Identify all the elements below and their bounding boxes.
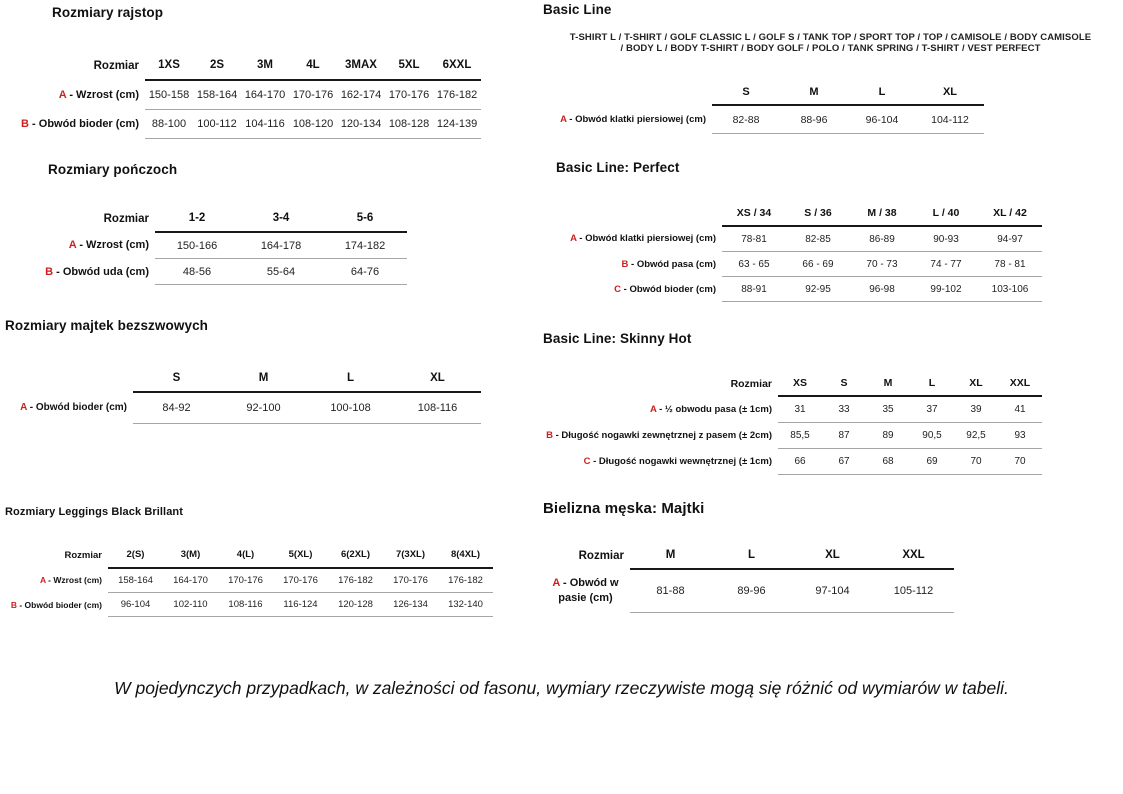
measure-letter: A <box>39 575 46 586</box>
value-cell: 176-182 <box>433 80 481 110</box>
row-label: A - Wzrost (cm) <box>58 88 139 101</box>
section-title-skinny-hot: Basic Line: Skinny Hot <box>543 331 692 346</box>
value-cell: 96-104 <box>108 593 163 617</box>
value-cell: 116-124 <box>273 593 328 617</box>
column-header: 2(S) <box>108 542 163 568</box>
value-cell: 96-98 <box>850 277 914 302</box>
column-header: 5-6 <box>323 205 407 232</box>
value-cell: 158-164 <box>108 568 163 593</box>
size-table <box>532 201 1042 302</box>
column-header: XL <box>916 80 984 105</box>
value-cell: 170-176 <box>383 568 438 593</box>
header-row <box>5 51 481 80</box>
value-cell: 104-116 <box>241 110 289 139</box>
value-cell: 170-176 <box>273 568 328 593</box>
column-header: XL <box>792 542 873 569</box>
value-cell: 93 <box>998 423 1042 449</box>
value-cell: 96-104 <box>848 105 916 134</box>
section-bielizna-meska-majtki <box>543 500 954 613</box>
value-cell: 90,5 <box>910 423 954 449</box>
section-title-ponczoch: Rozmiary pończoch <box>48 162 178 177</box>
column-header: L <box>848 80 916 105</box>
value-cell: 70 - 73 <box>850 252 914 277</box>
value-cell: 41 <box>998 396 1042 423</box>
value-cell: 89 <box>866 423 910 449</box>
value-cell: 150-158 <box>145 80 193 110</box>
measure-letter: B <box>621 258 629 270</box>
row-label: A - Obwód klatki piersiowej (cm) <box>570 233 716 245</box>
column-header: XL <box>954 371 998 396</box>
column-header: 7(3XL) <box>383 542 438 568</box>
column-header: M / 38 <box>850 201 914 226</box>
value-cell: 162-174 <box>337 80 385 110</box>
value-cell: 108-116 <box>218 593 273 617</box>
value-cell: 33 <box>822 396 866 423</box>
value-cell: 100-108 <box>307 392 394 424</box>
column-header: S <box>712 80 780 105</box>
value-cell: 174-182 <box>323 232 407 259</box>
column-header: 1-2 <box>155 205 239 232</box>
table-row <box>532 277 1042 302</box>
section-basic-line-skinny-hot <box>543 331 1042 475</box>
row-label: B - Obwód uda (cm) <box>45 265 149 278</box>
basic-line-products-list: T-SHIRT L / T-SHIRT / GOLF CLASSIC L / GOLF S / TANK TOP / SPORT TOP / TOP / CAMISOLE / BODY CAMISOLE / BODY L / BODY T-SHIRT / BODY GOLF / POLO / TANK SPRING / T-SHIRT / VEST PERFECT <box>569 32 1092 54</box>
value-cell: 103-106 <box>978 277 1042 302</box>
row-label: B - Obwód bioder (cm) <box>21 118 139 130</box>
row-label: A - ½ obwodu pasa (± 1cm) <box>649 403 772 415</box>
section-rozmiary-majtek-bezszwowych <box>5 318 481 424</box>
measure-letter: B <box>21 118 29 130</box>
value-cell: 66 <box>778 449 822 475</box>
value-cell: 74 - 77 <box>914 252 978 277</box>
corner-label: Rozmiar <box>103 212 149 225</box>
value-cell: 88-96 <box>780 105 848 134</box>
table-row <box>530 105 984 134</box>
size-table <box>5 365 481 424</box>
header-row <box>27 205 407 232</box>
column-header: L <box>910 371 954 396</box>
column-header: 1XS <box>145 51 193 80</box>
row-label: B - Obwód bioder (cm) <box>10 599 102 610</box>
value-cell: 164-170 <box>241 80 289 110</box>
table-row <box>0 568 493 593</box>
header-row <box>532 201 1042 226</box>
size-table <box>530 80 984 134</box>
column-header: L <box>711 542 792 569</box>
value-cell: 176-182 <box>438 568 493 593</box>
corner-label <box>532 201 722 226</box>
value-cell: 92,5 <box>954 423 998 449</box>
value-cell: 70 <box>954 449 998 475</box>
table-row <box>27 232 407 259</box>
value-cell: 55-64 <box>239 259 323 285</box>
column-header: M <box>866 371 910 396</box>
row-label: A - Wzrost (cm) <box>39 575 102 586</box>
header-row <box>530 80 984 105</box>
column-header: XL / 42 <box>978 201 1042 226</box>
table-row <box>5 110 481 139</box>
value-cell: 104-112 <box>916 105 984 134</box>
value-cell: 92-95 <box>786 277 850 302</box>
value-cell: 105-112 <box>873 569 954 613</box>
measure-letter: A <box>68 239 77 252</box>
row-label: B - Długość nogawki zewnętrznej z pasem (± 2cm) <box>546 430 772 441</box>
size-table-leggings <box>0 542 493 617</box>
value-cell: 48-56 <box>155 259 239 285</box>
header-row <box>5 365 481 392</box>
column-header: XL <box>394 365 481 392</box>
row-label: A - Obwód w pasie (cm) <box>552 576 619 604</box>
header-row <box>0 542 493 568</box>
section-rozmiary-leggings <box>5 506 493 617</box>
size-table <box>27 205 407 285</box>
row-label: A - Obwód bioder (cm) <box>20 402 127 414</box>
row-label: A - Obwód klatki piersiowej (cm) <box>560 113 706 125</box>
value-cell: 70 <box>998 449 1042 475</box>
column-header: 5(XL) <box>273 542 328 568</box>
value-cell: 170-176 <box>289 80 337 110</box>
table-row <box>27 259 407 285</box>
section-title-rajstop: Rozmiary rajstop <box>52 5 164 20</box>
size-table-basic-line <box>530 80 1118 134</box>
column-header: L / 40 <box>914 201 978 226</box>
corner-label: Rozmiar <box>64 549 102 561</box>
value-cell: 126-134 <box>383 593 438 617</box>
table-row <box>532 226 1042 252</box>
size-table-majtek-bezszwowych <box>5 365 481 424</box>
value-cell: 81-88 <box>630 569 711 613</box>
value-cell: 92-100 <box>220 392 307 424</box>
value-cell: 99-102 <box>914 277 978 302</box>
measure-letter: C <box>614 283 621 295</box>
header-row <box>513 371 1042 396</box>
value-cell: 100-112 <box>193 110 241 139</box>
value-cell: 108-128 <box>385 110 433 139</box>
value-cell: 35 <box>866 396 910 423</box>
footer-disclaimer-note: W pojedynczych przypadkach, w zależności od fasonu, wymiary rzeczywiste mogą się różnić od wymiarów w tabeli. <box>114 678 1009 698</box>
column-header: XXL <box>998 371 1042 396</box>
value-cell: 170-176 <box>385 80 433 110</box>
value-cell: 31 <box>778 396 822 423</box>
column-header: S <box>133 365 220 392</box>
value-cell: 63 - 65 <box>722 252 786 277</box>
value-cell: 94-97 <box>978 226 1042 252</box>
measure-letter: A <box>570 233 577 245</box>
measure-letter: B <box>546 430 553 441</box>
value-cell: 37 <box>910 396 954 423</box>
table-row <box>5 80 481 110</box>
value-cell: 164-178 <box>239 232 323 259</box>
row-label: C - Obwód bioder (cm) <box>614 283 716 295</box>
value-cell: 164-170 <box>163 568 218 593</box>
size-table <box>5 51 481 139</box>
value-cell: 150-166 <box>155 232 239 259</box>
size-table-rajstop <box>5 51 481 139</box>
measure-letter: A <box>58 88 67 101</box>
value-cell: 85,5 <box>778 423 822 449</box>
header-row <box>545 542 954 569</box>
section-title-basic-line: Basic Line <box>543 2 612 17</box>
column-header: S / 36 <box>786 201 850 226</box>
value-cell: 68 <box>866 449 910 475</box>
measure-letter: B <box>10 599 17 610</box>
measure-letter: C <box>583 456 591 467</box>
column-header: 4L <box>289 51 337 80</box>
value-cell: 132-140 <box>438 593 493 617</box>
value-cell: 102-110 <box>163 593 218 617</box>
column-header: M <box>780 80 848 105</box>
size-table-skinny-hot <box>513 371 1042 475</box>
column-header: 5XL <box>385 51 433 80</box>
corner-label <box>5 365 133 392</box>
column-header: M <box>630 542 711 569</box>
measure-letter: A <box>20 402 27 414</box>
value-cell: 88-100 <box>145 110 193 139</box>
value-cell: 170-176 <box>218 568 273 593</box>
column-header: 6XXL <box>433 51 481 80</box>
row-label: C - Długość nogawki wewnętrznej (± 1cm) <box>583 456 772 467</box>
value-cell: 120-128 <box>328 593 383 617</box>
value-cell: 82-85 <box>786 226 850 252</box>
value-cell: 108-120 <box>289 110 337 139</box>
section-rozmiary-ponczoch <box>27 162 407 285</box>
column-header: XS / 34 <box>722 201 786 226</box>
value-cell: 67 <box>822 449 866 475</box>
value-cell: 108-116 <box>394 392 481 424</box>
value-cell: 69 <box>910 449 954 475</box>
column-header: S <box>822 371 866 396</box>
column-header: 3-4 <box>239 205 323 232</box>
value-cell: 78-81 <box>722 226 786 252</box>
value-cell: 158-164 <box>193 80 241 110</box>
size-table-perfect <box>532 201 1042 302</box>
value-cell: 97-104 <box>792 569 873 613</box>
value-cell: 87 <box>822 423 866 449</box>
column-header: 2S <box>193 51 241 80</box>
corner-label: Rozmiar <box>93 59 139 72</box>
value-cell: 64-76 <box>323 259 407 285</box>
column-header: XXL <box>873 542 954 569</box>
table-row <box>513 449 1042 475</box>
table-row <box>0 593 493 617</box>
measure-letter: A <box>560 113 567 125</box>
table-row <box>5 392 481 424</box>
column-header: 6(2XL) <box>328 542 383 568</box>
value-cell: 84-92 <box>133 392 220 424</box>
column-header: 3MAX <box>337 51 385 80</box>
row-label: B - Obwód pasa (cm) <box>621 258 716 270</box>
value-cell: 88-91 <box>722 277 786 302</box>
table-row <box>532 252 1042 277</box>
value-cell: 89-96 <box>711 569 792 613</box>
column-header: M <box>220 365 307 392</box>
measure-letter: B <box>45 265 54 278</box>
value-cell: 120-134 <box>337 110 385 139</box>
corner-label: Rozmiar <box>730 377 772 390</box>
value-cell: 176-182 <box>328 568 383 593</box>
section-title-leggings: Rozmiary Leggings Black Brillant <box>5 506 184 518</box>
value-cell: 90-93 <box>914 226 978 252</box>
value-cell: 66 - 69 <box>786 252 850 277</box>
section-title-majtek-bezszwowych: Rozmiary majtek bezszwowych <box>5 318 209 333</box>
column-header: XS <box>778 371 822 396</box>
section-title-perfect: Basic Line: Perfect <box>556 160 680 175</box>
table-row <box>513 423 1042 449</box>
column-header: 8(4XL) <box>438 542 493 568</box>
column-header: L <box>307 365 394 392</box>
section-basic-line-perfect <box>556 160 1042 302</box>
value-cell: 124-139 <box>433 110 481 139</box>
column-header: 4(L) <box>218 542 273 568</box>
corner-label <box>530 80 712 105</box>
table-row <box>545 569 954 613</box>
measure-letter: A <box>552 576 560 589</box>
row-label: A - Wzrost (cm) <box>68 239 149 252</box>
corner-label: Rozmiar <box>578 549 624 562</box>
section-rozmiary-rajstop <box>5 5 481 139</box>
measure-letter: A <box>649 403 657 415</box>
section-title-bielizna-meska: Bielizna męska: Majtki <box>543 500 705 517</box>
size-table <box>545 542 954 613</box>
size-table-ponczoch <box>27 205 407 285</box>
value-cell: 39 <box>954 396 998 423</box>
value-cell: 78 - 81 <box>978 252 1042 277</box>
column-header: 3(M) <box>163 542 218 568</box>
size-table <box>513 371 1042 475</box>
section-basic-line <box>543 2 1118 134</box>
value-cell: 86-89 <box>850 226 914 252</box>
value-cell: 82-88 <box>712 105 780 134</box>
size-table <box>0 542 493 617</box>
size-table-bielizna-meska <box>545 542 954 613</box>
table-row <box>513 396 1042 423</box>
column-header: 3M <box>241 51 289 80</box>
